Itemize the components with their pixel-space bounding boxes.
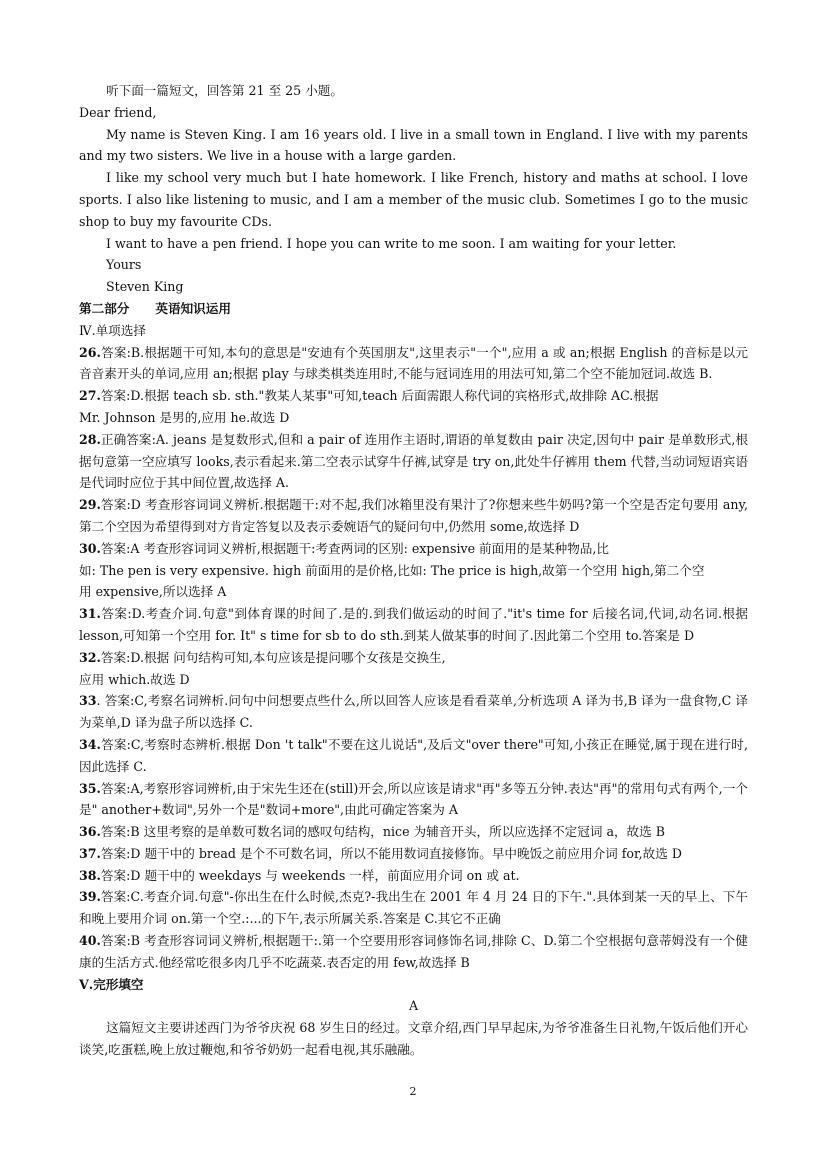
listening-instruction: 听下面一篇短文，回答第 21 至 25 小题。 — [106, 83, 343, 98]
part-two-label: 第二部分 — [79, 300, 130, 316]
part-two-title: 英语知识运用 — [155, 300, 231, 316]
answer-text: 答案:D 考查形容词词义辨析.根据题干:对不起,我们冰箱里没有果汁了?你想来些牛奶吗?第一个空是否定句要用 any,第二个空因为希望得到对方肯定答复以及表示委婉语气的疑问句中,仍然用 some,故选择 D — [79, 497, 748, 534]
answer-27-continued: Mr. Johnson 是男的,应用 he.故选 D — [79, 409, 290, 425]
answer-number: 27. — [79, 388, 101, 404]
passage-summary: 这篇短文主要讲述西门为爷爷庆祝 68 岁生日的经过。文章介绍,西门早早起床,为爷爷准备生日礼物,午饭后他们开心谈笑,吃蛋糕,晚上放过鞭炮,和爷爷奶奶一起看电视,其乐融融。 — [79, 1020, 748, 1058]
answer-29 — [79, 494, 748, 538]
answer-text: 答案:C.考查介词.句意"-你出生在什么时候,杰克?-我出生在 2001 年 4 月 24 日的下午.".具体到某一天的早上、下午和晚上要用介词 on.第一个空.:...的下午,表示所属关系.答案是 C.其它不正确 — [79, 889, 748, 927]
answer-number: 29. — [79, 497, 101, 513]
letter-closing: Yours — [106, 257, 142, 273]
page-number: 2 — [409, 1085, 417, 1098]
section-single-choice-heading: Ⅳ.单项选择 — [79, 322, 146, 338]
answer-text: 答案:C,考察时态辨析.根据 Don 't talk"不要在这儿说话",及后文"over there"可知,小孩正在睡觉,属于现在进行时,因此选择 C. — [79, 736, 748, 774]
answer-32 — [79, 647, 748, 669]
answer-number: 36. — [79, 824, 101, 840]
passage-label: A — [408, 998, 419, 1014]
answer-number: 31. — [79, 606, 101, 622]
answer-number: 26. — [79, 344, 101, 360]
answer-33 — [79, 690, 748, 734]
answer-text: 答案:D.考查介词.句意"到体育课的时间了.是的.到我们做运动的时间了."it's time for 后接名词,代词,动名词.根据 lesson,可知第一个空用 for. It" s time for sb to do sth.到某人做某事的时间了.因此第二个空用 to.答案是 D — [79, 606, 748, 643]
answer-30 — [79, 538, 748, 560]
answer-number: 37. — [79, 845, 101, 861]
answer-number: 38. — [79, 867, 101, 883]
letter-salutation: Dear friend, — [79, 104, 157, 120]
letter-paragraph-1: My name is Steven King. I am 16 years old. I live in a small town in England. I live with my parents and my two sisters. We live in a house with a large garden. — [79, 126, 748, 164]
answer-28 — [79, 429, 748, 494]
answer-text: . 答案:C,考察名词辨析.问句中问想要点些什么,所以回答人应该是看看菜单,分析选项 A 译为书,B 译为一盘食物,C 译为菜单,D 译为盘子所以选择 C. — [79, 693, 748, 731]
section-cloze-heading: Ⅴ.完形填空 — [79, 976, 144, 992]
letter-signature: Steven King — [106, 279, 184, 295]
answer-36 — [79, 821, 748, 843]
answer-number: 32. — [79, 649, 101, 665]
answer-40 — [79, 930, 748, 974]
answer-number: 34. — [79, 736, 101, 752]
answer-30-continued-2: 用 expensive,所以选择 A — [79, 584, 227, 600]
answer-text: 正确答案:A. jeans 是复数形式,但和 a pair of 连用作主语时,谓语的单复数由 pair 决定,因句中 pair 是单数形式,根据句意第一空应填写 looks,表示看起来.第二空表示试穿牛仔裤,试穿是 try on,此处牛仔裤用 them 代替,当动词短语宾语是代词时应位于其中间位置,故选择 A. — [79, 431, 748, 491]
answer-text: 答案:B.根据题干可知,本句的意思是"安迪有个英国朋友",这里表示"一个",应用 a 或 an;根据 English 的音标是以元音音素开头的单词,应用 an;根据 play 与球类棋类连用时,不能与冠词连用的用法可知,第二个空不能加冠词.故选 B. — [79, 344, 748, 382]
answer-26 — [79, 342, 748, 386]
answer-text: 答案:D 题干中的 bread 是个不可数名词，所以不能用数词直接修饰。早中晚饭之前应用介词 for,故选 D — [100, 845, 682, 861]
answer-37 — [79, 843, 748, 865]
answer-number: 28. — [79, 431, 101, 447]
answer-text: 答案:D.根据 问句结构可知,本句应该是提问哪个女孩是交换生, — [100, 649, 446, 665]
answer-number: 30. — [79, 540, 101, 556]
answer-30-continued-1: 如: The pen is very expensive. high 前面用的是价格,比如: The price is high,故第一个空用 high,第二个空 — [79, 562, 705, 578]
part-two-heading — [79, 298, 748, 320]
answer-number: 40. — [79, 933, 101, 949]
letter-paragraph-3: I want to have a pen friend. I hope you can write to me soon. I am waiting for your letter. — [106, 235, 677, 251]
answer-number: 35. — [79, 780, 101, 796]
answer-text: 答案:B 这里考察的是单数可数名词的感叹句结构，nice 为辅音开头，所以应选择不定冠词 a，故选 B — [100, 824, 665, 840]
answer-text: 答案:D 题干中的 weekdays 与 weekends 一样，前面应用介词 on 或 at. — [100, 867, 520, 883]
answer-text: 答案:A 考查形容词词义辨析,根据题干:考查两词的区别: expensive 前面用的是某种物品,比 — [100, 540, 610, 556]
answer-text: 答案:A,考察形容词辨析,由于宋先生还在(still)开会,所以应该是请求"再"多等五分钟.表达"再"的常用句式有两个,一个是" another+数词",另外一个是"数词+more",由此可确定答案为 A — [79, 780, 748, 818]
letter-paragraph-2: I like my school very much but I hate homework. I like French, history and maths at school. I love sports. I also like listening to music, and I am a member of the music club. Sometimes I go to the music shop to buy my favourite CDs. — [79, 170, 748, 229]
answer-text: 答案:B 考查形容词词义辨析,根据题干:.第一个空要用形容词修饰名词,排除 C、D.第二个空根据句意蒂姆没有一个健康的生活方式.他经常吃很多肉几乎不吃蔬菜.表否定的用 few,故选择 B — [79, 933, 748, 970]
answer-27 — [79, 385, 748, 407]
answer-text: 答案:D.根据 teach sb. sth."教某人某事"可知,teach 后面需跟人称代词的宾格形式,故排除 AC.根据 — [100, 388, 659, 404]
answer-35 — [79, 778, 748, 822]
answer-39 — [79, 886, 748, 930]
answer-38 — [79, 865, 748, 887]
answer-34 — [79, 734, 748, 778]
answer-number: 39. — [79, 889, 101, 905]
answer-32-continued: 应用 which.故选 D — [79, 671, 190, 687]
answer-31 — [79, 603, 748, 647]
answer-number: 33 — [79, 693, 97, 709]
